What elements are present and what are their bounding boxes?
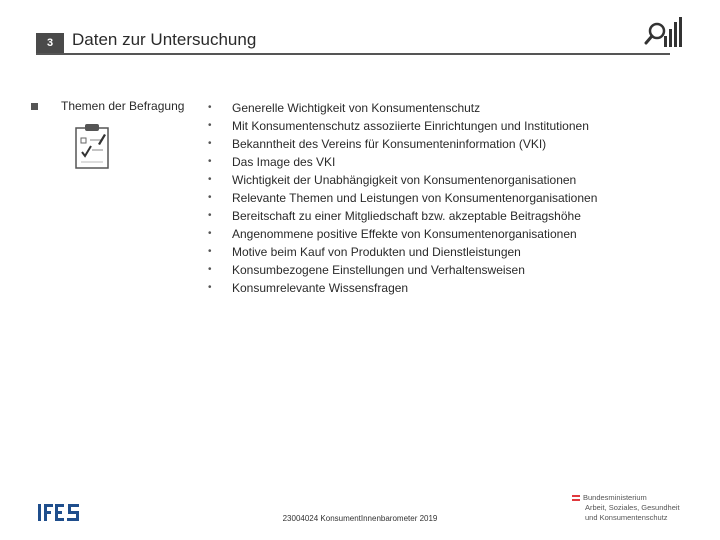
topic-list — [205, 99, 597, 297]
bullet: • — [208, 156, 212, 167]
left-bullet — [31, 103, 38, 110]
bullet: • — [208, 210, 212, 221]
topic-text: Relevante Themen und Leistungen von Konsumentenorganisationen — [232, 191, 598, 205]
header-divider — [36, 53, 670, 55]
list-item — [205, 99, 597, 117]
bullet: • — [208, 174, 212, 185]
bullet: • — [208, 228, 212, 239]
topic-text: Das Image des VKI — [232, 155, 336, 169]
list-item — [205, 171, 597, 189]
list-item — [205, 135, 597, 153]
footer-project-text: 23004024 KonsumentInnenbarometer 2019 — [282, 514, 438, 523]
bullet: • — [208, 138, 212, 149]
list-item — [205, 243, 597, 261]
list-item — [205, 261, 597, 279]
list-item — [205, 207, 597, 225]
topic-text: Konsumbezogene Einstellungen und Verhaltensweisen — [232, 263, 525, 277]
list-item — [205, 117, 597, 135]
topic-text: Konsumrelevante Wissensfragen — [232, 281, 409, 295]
topic-text: Wichtigkeit der Unabhängigkeit von Konsumentenorganisationen — [232, 173, 577, 187]
list-item — [205, 279, 597, 297]
topic-text: Angenommene positive Effekte von Konsumentenorganisationen — [232, 227, 577, 241]
topic-text: Generelle Wichtigkeit von Konsumentenschutz — [232, 101, 481, 115]
section-number-badge: 3 — [36, 33, 64, 53]
ministry-line: Bundesministerium — [583, 493, 647, 502]
search-chart-icon — [644, 14, 684, 55]
list-item — [205, 225, 597, 243]
bullet: • — [208, 102, 212, 113]
bullet: • — [208, 120, 212, 131]
section-label: Themen der Befragung — [61, 99, 185, 113]
bullet: • — [208, 264, 212, 275]
ministry-line: und Konsumentenschutz — [585, 513, 668, 522]
topic-text: Bekanntheit des Vereins für Konsumenteninformation (VKI) — [232, 137, 547, 151]
topic-text: Motive beim Kauf von Produkten und Dienstleistungen — [232, 245, 521, 259]
list-item — [205, 189, 597, 207]
bullet: • — [208, 192, 212, 203]
list-item — [205, 153, 597, 171]
clipboard-checklist-icon — [72, 122, 112, 177]
ministry-line: Arbeit, Soziales, Gesundheit — [585, 503, 680, 512]
topic-text: Mit Konsumentenschutz assoziierte Einrichtungen und Institutionen — [232, 119, 589, 133]
austria-flag-icon — [572, 495, 580, 501]
bullet: • — [208, 246, 212, 257]
bullet: • — [208, 282, 212, 293]
page-title: Daten zur Untersuchung — [72, 30, 257, 49]
topic-text: Bereitschaft zu einer Mitgliedschaft bzw. akzeptable Beitragshöhe — [232, 209, 581, 223]
ministry-logo — [572, 493, 680, 523]
